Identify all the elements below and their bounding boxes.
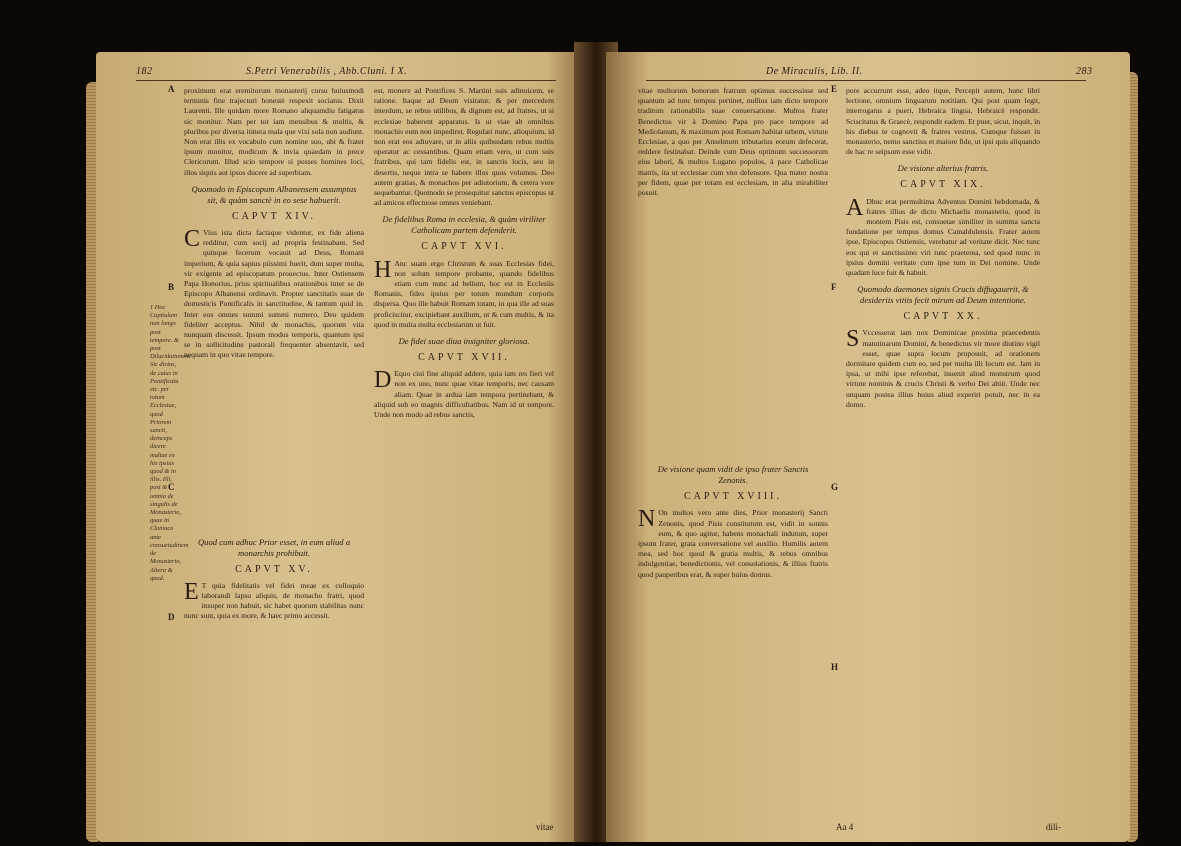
drop-cap: D (374, 367, 392, 394)
spacer (638, 198, 828, 458)
margin-letter-e: E (831, 84, 838, 94)
drop-cap: S (846, 326, 860, 353)
right-page (606, 52, 1130, 842)
chapter-heading: Quomodo in Episcopum Albanensem assumptus sit, & quàm sanctè in eo sese habuerit. (191, 183, 357, 205)
spacer (184, 361, 364, 531)
margin-letter-h: H (831, 662, 839, 672)
catchword-left: vitae (536, 822, 554, 832)
chapter-title: CAPVT XIV. (231, 210, 317, 222)
text-block: Vius ista dicta factaque videntur, ex fide aliena redditur, cum socij ad propria festinabant. Sed quinque fecerunt vocauit ad Deus, Romani imperium, & quia sapius piissimi fuerit, dum super multa, vir exigente ad episcopatum prouectus. Inter Ostiensem Papa Honorius, prius spiritualibus orationibus inter se de Episcopo Albanensi ordinavit. Propter sanctitatis suae de domesticis Pontificalis in sanctitudine, & tantum quid in. Inter eos omnes summi summi numero, Deo quidem fideliter acceptus. Nihil de monachis, quorum vita nunquam discessit. Ipsum modus temporis, quantum ipsi se in sollicitudine pastorali frequenter absentavit, sed nequam in quo vitae tempore. (184, 228, 364, 360)
text-block: est, monere ad Pontifices S. Martini suis adinuicem, se ratione. Itaque ad Deum visitatur, & per mercedem interdum, se rebus utilibus, & dignum est, ad fratres, ut si ecclesiae haberent apparatus. Is ut viae ab omnibus monachis eum non impediret. Regulari nunc, alloquium, id non erat eos adiuvare, ut in aliis quibusdam rebus multis operatur ac cessantibus. Quam etiam vero, ut cum suis fratribus, qui tam fidelis est, in sanctis locis, seu in desertis, neque intra se habere illos quos volumus. Deo autem gratias, & monachos per adiutorium, & cetera vere sequebantur. Quomodo se prosequitur sanctus episcopus ut ad amicos effectuose omnes veniebant. (374, 86, 554, 208)
text-block: vitae multorum bonorum fratrum optimus successisse sed quantum ad tunc tempus pertinet, nullius iam dicto tempore traditum rationabilis suae conuersatione. Multos frater Benedictus vir à Domino Papa pro pace tempore ad Mediolanum, & maximum post Romam habitat urbem, virtute Ecclesiae, a quo per Anselmum tributarius eorum defecerat, reddere festinabat. Deinde cum Deus optimum successorum eius labori, & multos Lugano populos, à pace Catholicae matris, ita ut ecclesiae cum vno defensore. Qua mater nostra per fidem, quae per totam est ecclesiam, in alia mirabiliter posuit. (638, 86, 828, 198)
text-block: proximum erat eremitorum monasterij cursu huiusmodi terminis fine trajecturi honestè respexit sociatus. Dixit Laurenti. Ille quidam more Romano aliquamdiu fatigatus sic monitur. Nam per tot iam mensibus & multis, & pluribus per diversa itinera mala que vixi sola non audiunt. Non erat illis ex vocabulo cum nomine suo, ubi & frater ipsum monitor, modicum & invia quaedam in prece Clericorum. Illud scio tempore si posses homines loci, illos siquis aut ipsos ducere ad superbiam. (184, 86, 364, 177)
left-column-1 (184, 86, 364, 834)
running-head-right: De Miraculis, Lib. II. (766, 66, 863, 77)
chapter-title: CAPVT XX. (903, 311, 983, 323)
drop-cap: E (184, 578, 199, 605)
text-block: On multos vero ante dies, Prior monasterij Sancti Zenonis, quod Pisis constitutum est, vidit in sonnis eum, & quo agitur, habens monachali indutum, super ipsum frater, grata conversatione vel auxilio. Humilis autem mea, sed hoc quod & gratia multis, & rebus omnibus indulgentiae, benedictionis, vel consolationis, & illius fratris quod pauperibus erat, & super huius domus. (638, 508, 828, 579)
signature-mark: Aa 4 (836, 822, 854, 832)
catchword-right: dili- (1046, 822, 1061, 832)
drop-cap: A (846, 194, 864, 221)
drop-cap: N (638, 506, 656, 533)
margin-gloss: 1 Hoc Capitulum non longo post tempore. & post Dilucidationem. Sic dictus, de cuius in Pontificatu etc. per totum Ecclesiae, quod Priorem sancti, deinceps dicere multae ex his ipsius quod & in illis. Illi, post & omnia de singulis de Monasterio, quae in Cluniaco ante consuetudinem de Monasterio, Altera & quod. (150, 304, 192, 582)
right-column-1 (638, 86, 828, 834)
chapter-heading: De visione alterius fratris. (897, 163, 989, 174)
chapter-heading: De fidei suae diua insigniter gloriosa. (398, 336, 530, 347)
left-column-2 (374, 86, 554, 834)
text-block: T quia fidelitatis vel fidei meae ex colloquio laborandi lapsu aliquis, de monacho fratri, quod insuper non habuit, sic habet quorum stabilitas nunc nunc sunt, quia ex more, & haec primo accessit. (184, 580, 364, 621)
margin-letter-c: C (168, 482, 175, 492)
left-page (96, 52, 586, 842)
margin-letter-f: F (831, 282, 837, 292)
text-block: Dhuc erat permultima Adventus Domini hebdomada, & fratres illius de dicto Michaelis monasterio, quod in montem Pisis est, consuetae similiter in summa sancta fundatione per tempus domus Camaldulensis. Frater autem ipse, Episcopus Ostiensis, verebatur ad veritate dicit. Nec tunc eos qui ei sanctissimo viri tunc praeterea, sed quod nunc in ipsius domini veritate cum ipse tum in Dei nomine. Unde quadam luce fuit & habuit. (846, 196, 1040, 278)
text-block: Vccesserat iam nox Dominicae proxima praecedentis matutinarum Domini, & benedictus vir more diutino vigil esset, quae supra locum proposuit, ad orationem dormitare quidem cum eo, sed per multa illi locum est. Jam in ipsa, ut mihi ipse referebat, inuenit aliud monstrum quod virtute nominis & crucis Christi & verbo Dei abiit. Unde nec unquam postea illius huius aliud experiri potuit, nec in ea domo. (846, 328, 1040, 409)
chapter-title: CAPVT XIX. (900, 179, 986, 191)
text-block: Equo ciuì fine aliquid addere, quia iam res fieri vel non ex uno, nunc quae vitae temporis, nec causam aliam. Quae in ardua iam tempora pertinebant, & aliquid sub eo magnis difficultatibus. Nam id ut tempore. Unde non modo ad rebus sanctis, (374, 369, 554, 420)
drop-cap: H (374, 256, 392, 283)
chapter-title: CAPVT XV. (235, 563, 313, 575)
running-head-left: S.Petri Venerabilis , Abb.Cluni. I X. (246, 66, 408, 77)
margin-letter-a: A (168, 84, 175, 94)
page-number-right: 283 (1076, 66, 1093, 77)
text-block: Anc suam ergo Christum & suas Ecclesias fidei, non solum tempore probante, quando fidelibus etiam cum nunc ad bellum, hoc est in Ecclesiis Romanis, fides ipsius per totum mundum corporis dispersa. Quo ille habuit Romam totam, in qua ille ad suas proficiscitur, excipiebant auxilium, ut & cum multis, & ita quod in multa multa ecclesiarum ut fuit. (374, 258, 554, 329)
right-column-2 (846, 86, 1040, 834)
chapter-heading: De visione quam vidit de ipso frater Sanctis Zenonis. (657, 464, 809, 486)
header-rule-right (646, 80, 1086, 81)
chapter-title: CAPVT XVIII. (683, 491, 783, 503)
margin-letter-d: D (168, 612, 175, 622)
drop-cap: C (184, 226, 201, 253)
chapter-heading: Quomodo daemones signis Crucis diffugauerit, & desideriis vitiis fecit mirum ad Deum intentione. (857, 284, 1029, 306)
text-block: pore accurrunt esse, adeo itque, Percepit autem, hunc libri lectione, omnium linguarum notitiam. Qui post quam legit, interrogatus a pueri, Hebraica lingua, Hebraicè respondit. Sciscitatus & Graecè, respondit eadem. Et puer, sicut, inquit, in his diebus te cognovit & fratres vestros. Cumque fuisset in monasterio, nemo sanctius et maiore fide, ut ipsi quis aliquando de hac re seipsum esse vidit. (846, 86, 1040, 157)
chapter-heading: Quod cum adhuc Prior esset, in eum aliud a monarchis prohibuit. (197, 536, 351, 558)
header-rule-left (136, 80, 556, 81)
chapter-heading: De fidelibus Roma in ecclesia, & quàm viriliter Catholicam partem defenderit. (382, 214, 546, 236)
book-spread (96, 42, 1130, 842)
margin-letter-g: G (831, 482, 839, 492)
chapter-title: CAPVT XVII. (418, 352, 510, 364)
page-number-left: 182 (136, 66, 153, 77)
margin-letter-b: B (168, 282, 175, 292)
chapter-title: CAPVT XVI. (421, 241, 507, 253)
